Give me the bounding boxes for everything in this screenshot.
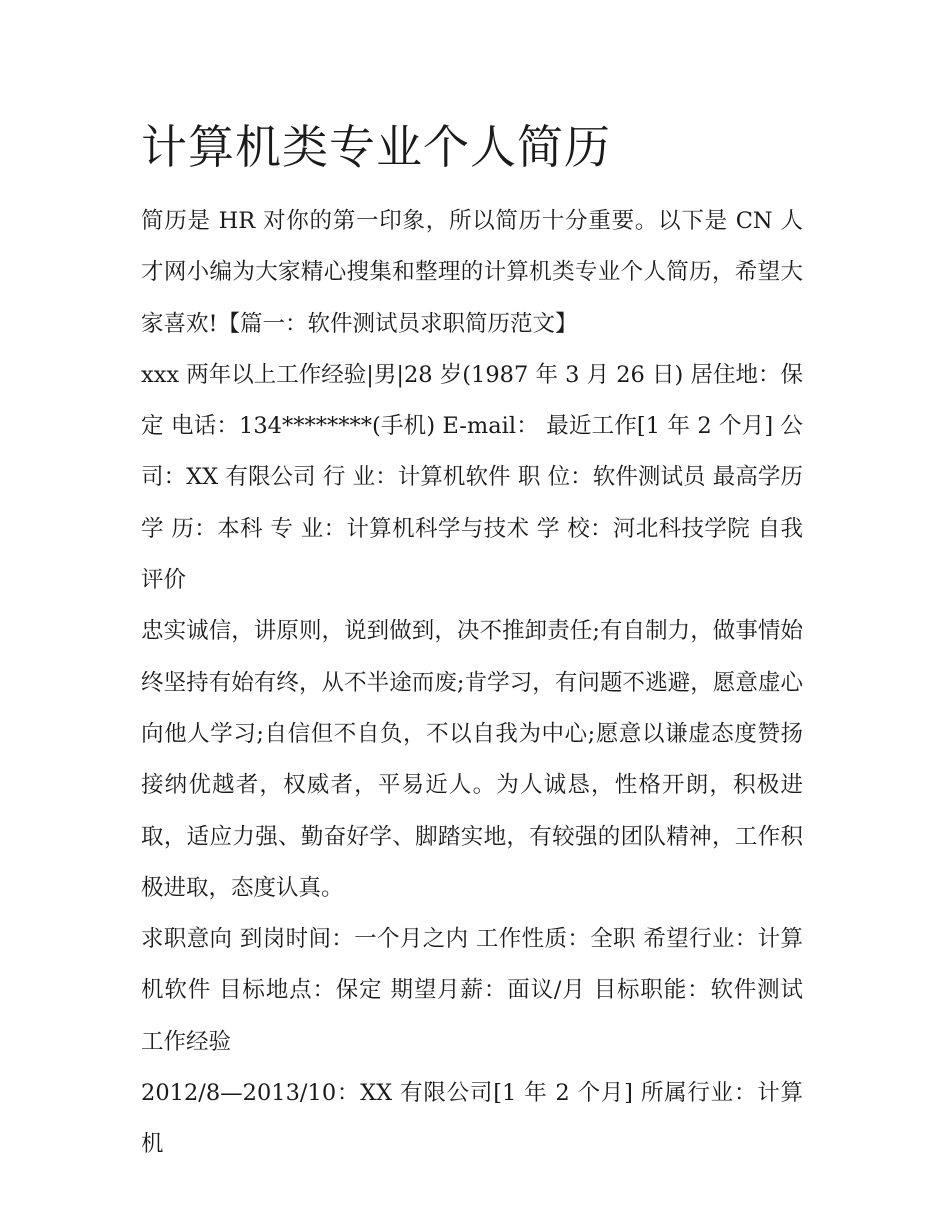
paragraph-intro: 简历是 HR 对你的第一印象，所以简历十分重要。以下是 CN 人才网小编为大家精心搜集和整理的计算机类专业个人简历，希望大家喜欢!【篇一：软件测试员求职简历范文】 <box>141 208 803 337</box>
paragraph-job-intention: 求职意向 到岗时间：一个月之内 工作性质：全职 希望行业：计算机软件 目标地点：保定 期望月薪：面议/月 目标职能：软件测试 工作经验 <box>141 926 803 1055</box>
paragraph-self-evaluation: 忠实诚信，讲原则，说到做到，决不推卸责任;有自制力，做事情始终坚持有始有终，从不半途而废;肯学习，有问题不逃避，愿意虚心向他人学习;自信但不自负，不以自我为中心;愿意以谦虚态度赞扬接纳优越者，权威者，平易近人。为人诚恳，性格开朗，积极进取，适应力强、勤奋好学、脚踏实地，有较强的团队精神，工作积极进取，态度认真。 <box>141 618 803 901</box>
paragraph-basic-info: xxx 两年以上工作经验|男|28 岁(1987 年 3 月 26 日) 居住地：保定 电话：134********(手机) E-mail： 最近工作[1 年 2 个月] 公司：XX 有限公司 行 业：计算机软件 职 位：软件测试员 最高学历 学 历：本科 专 业：计算机科学与技术 学 校：河北科技学院 自我评价 <box>141 361 803 594</box>
document-title: 计算机类专业个人简历 <box>141 120 611 174</box>
paragraph-work-experience: 2012/8—2013/10：XX 有限公司[1 年 2 个月] 所属行业：计算机 <box>141 1080 803 1158</box>
document-page <box>141 112 803 1171</box>
